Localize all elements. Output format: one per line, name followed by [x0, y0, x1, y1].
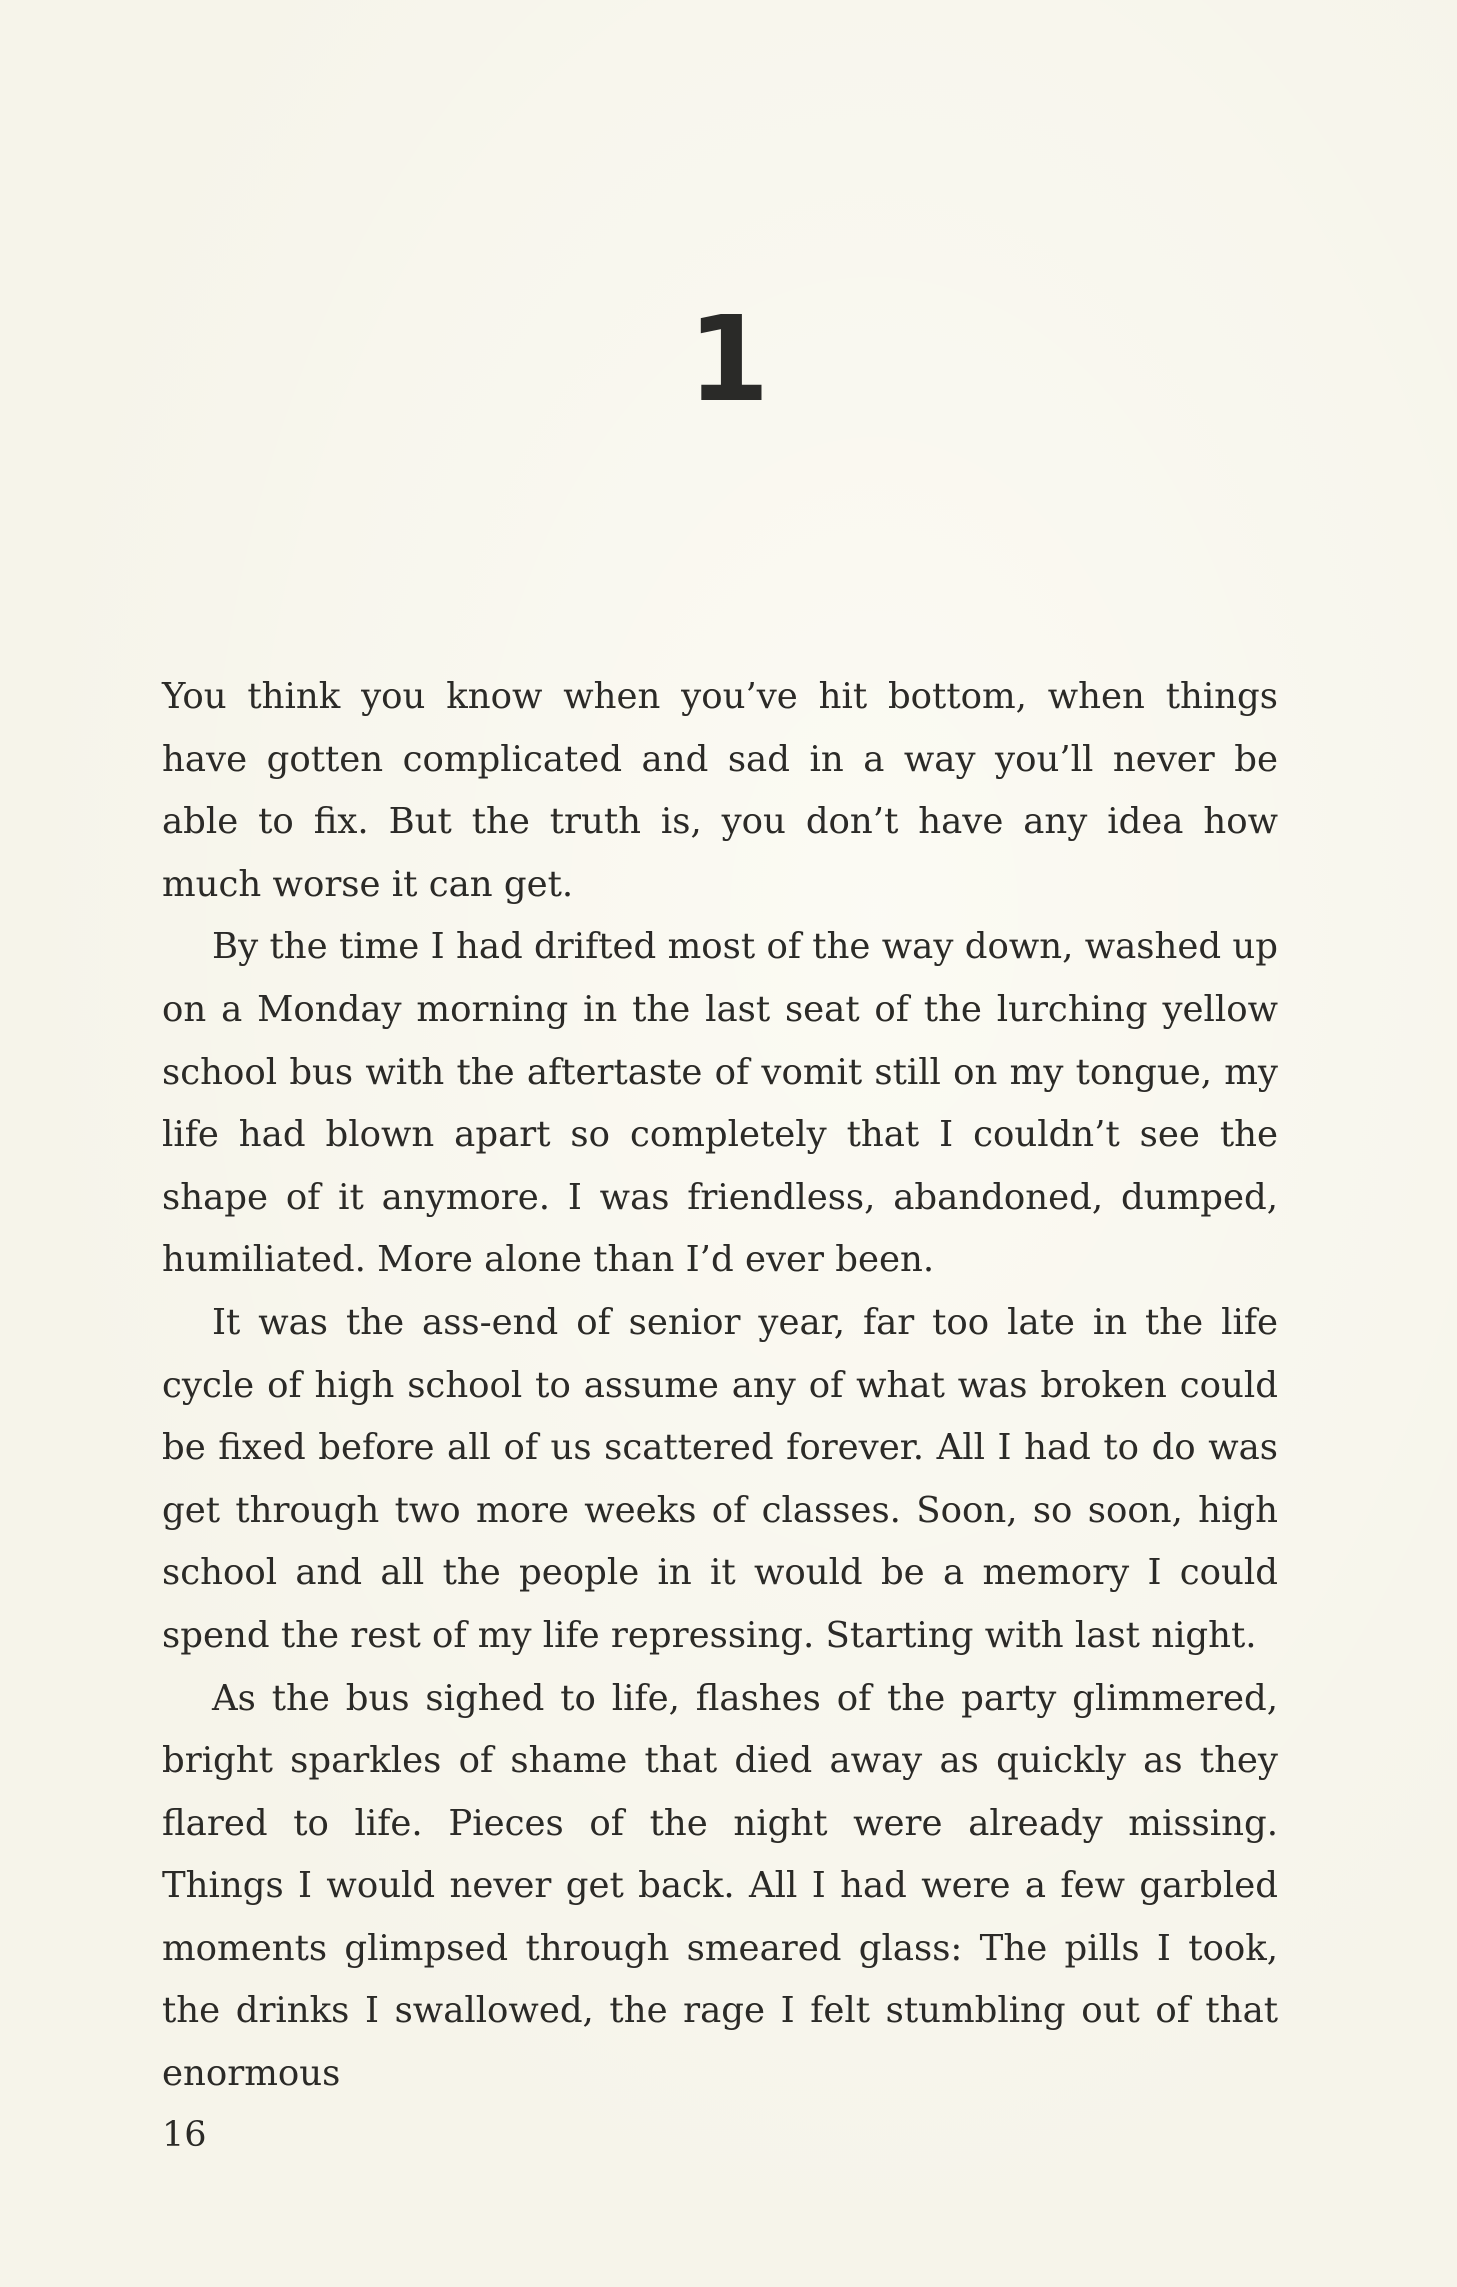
paragraph: As the bus sighed to life, flashes of the party glimmered, bright sparkles of shame that died away as quickly as they flared to life. Pieces of the night were already missing. Things I would never get back. All I had were a few garbled moments glimpsed through smeared glass: The pills I took, the drinks I swallowed, the rage I felt stumbling out of that enormous [162, 1677, 1278, 2095]
chapter-number: 1 [687, 290, 770, 428]
paragraph: It was the ass-end of senior year, far too late in the life cycle of high school to assume any of what was broken could be fixed before all of us scattered forever. All I had to do was get through two more weeks of classes. Soon, so soon, high school and all the people in it would be a memory I could spend the rest of my life repressing. Starting with last night. [162, 1301, 1278, 1656]
page-number: 16 [162, 2115, 207, 2155]
paragraph: By the time I had drifted most of the way down, washed up on a Monday morning in the last seat of the lurching yellow school bus with the aftertaste of vomit still on my tongue, my life had blown apart so completely that I couldn’t see the shape of it anymore. I was friendless, abandoned, dumped, humiliated. More alone than I’d ever been. [162, 926, 1278, 1281]
chapter-body [162, 666, 1278, 2106]
paragraph: You think you know when you’ve hit bottom, when things have gotten complicated and sad in a way you’ll never be able to fix. But the truth is, you don’t have any idea how much worse it can get. [162, 676, 1278, 905]
